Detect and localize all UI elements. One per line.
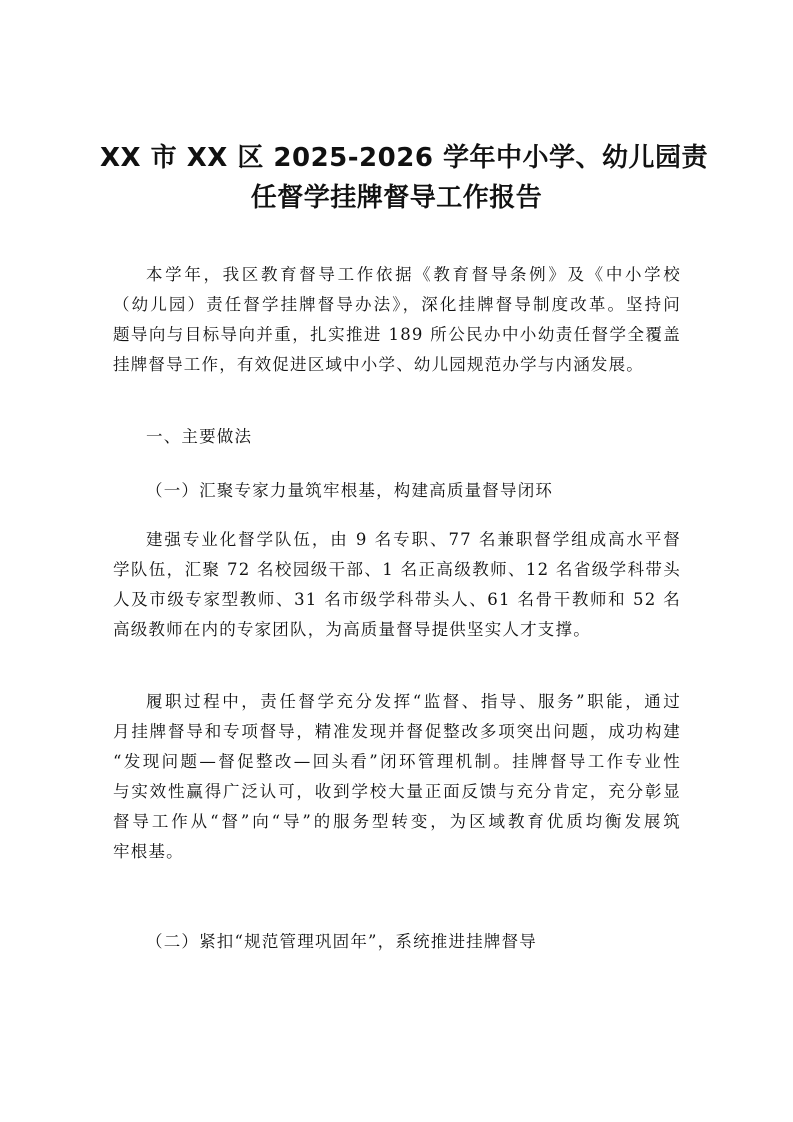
paragraph-line: 建强专业化督学队伍，由 9 名专职、77 名兼职督学组成高水平督 [146, 530, 681, 549]
document-title [100, 138, 708, 218]
paragraph-line: 与实效性赢得广泛认可，收到学校大量正面反馈与充分肯定，充分彰显 [113, 782, 681, 801]
paragraph-line: “发现问题—督促整改—回头看”闭环管理机制。挂牌督导工作专业性 [113, 752, 681, 771]
body-paragraph [113, 525, 681, 645]
paragraph-line: 履职过程中，责任督学充分发挥“监督、指导、服务”职能，通过 [146, 692, 681, 711]
paragraph-line: 学队伍，汇聚 72 名校园级干部、1 名正高级教师、12 名省级学科带头 [113, 560, 681, 579]
paragraph-line: 月挂牌督导和专项督导，精准发现并督促整改多项突出问题，成功构建 [113, 722, 681, 741]
paragraph-line: 挂牌督导工作，有效促进区域中小学、幼儿园规范办学与内涵发展。 [113, 355, 644, 374]
intro-paragraph [113, 260, 681, 380]
title-line: XX 市 XX 区 2025-2026 学年中小学、幼儿园责 [100, 143, 708, 173]
paragraph-line: 本学年，我区教育督导工作依据《教育督导条例》及《中小学校 [146, 265, 681, 284]
paragraph-line: （幼儿园）责任督学挂牌督导办法》，深化挂牌督导制度改革。坚持问 [113, 295, 681, 314]
title-line: 任督学挂牌督导工作报告 [250, 183, 543, 213]
paragraph-line: 牢根基。 [113, 842, 184, 861]
subsection-heading: （一）汇聚专家力量筑牢根基，构建高质量督导闭环 [146, 481, 554, 500]
paragraph-line: 题导向与目标导向并重，扎实推进 189 所公民办中小幼责任督学全覆盖 [113, 325, 681, 344]
subsection-heading: （二）紧扣“规范管理巩固年”，系统推进挂牌督导 [146, 932, 537, 951]
paragraph-line: 人及市级专家型教师、31 名市级学科带头人、61 名骨干教师和 52 名 [113, 590, 681, 609]
paragraph-line: 高级教师在内的专家团队，为高质量督导提供坚实人才支撑。 [113, 620, 591, 639]
section-heading: 一、主要做法 [146, 427, 253, 446]
body-paragraph [113, 687, 681, 867]
paragraph-line: 督导工作从“督”向“导”的服务型转变，为区域教育优质均衡发展筑 [113, 812, 681, 831]
